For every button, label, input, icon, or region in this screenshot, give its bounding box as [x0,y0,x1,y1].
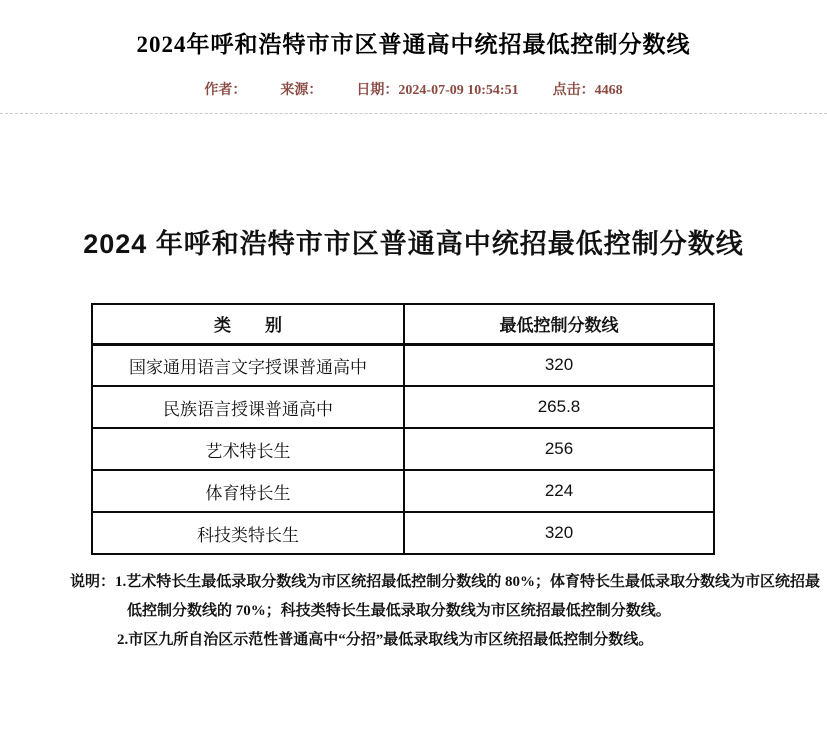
category-cell: 艺术特长生 [92,428,404,470]
notes-block [0,568,827,655]
score-cell: 256 [404,428,714,470]
table-header-score: 最低控制分数线 [404,304,714,344]
category-cell: 体育特长生 [92,470,404,512]
score-table-container [91,303,715,555]
category-cell: 民族语言授课普通高中 [92,386,404,428]
score-cell: 320 [404,344,714,386]
category-cell: 科技类特长生 [92,512,404,554]
score-table [91,303,715,555]
meta-author: 作者： [204,83,247,98]
category-cell: 国家通用语言文字授课普通高中 [92,344,404,386]
meta-date: 日期：2024-07-09 10:54:51 [356,83,519,98]
table-row [92,428,714,470]
table-header-row [92,304,714,344]
note-line: 低控制分数线的 70%；科技类特长生最低录取分数线为市区统招最低控制分数线。 [127,603,671,619]
note-line: 2.市区九所自治区示范性普通高中“分招”最低录取线为市区统招最低控制分数线。 [117,632,654,648]
score-cell: 320 [404,512,714,554]
score-cell: 265.8 [404,386,714,428]
dashed-divider [0,113,827,114]
meta-hits: 点击：4468 [552,83,623,98]
table-header-category: 类 别 [92,304,404,344]
meta-source: 来源： [280,83,323,98]
meta-row [0,82,827,100]
table-row [92,386,714,428]
score-cell: 224 [404,470,714,512]
table-row [92,512,714,554]
article-heading: 2024 年呼和浩特市市区普通高中统招最低控制分数线 [83,229,744,259]
page-title: 2024年呼和浩特市市区普通高中统招最低控制分数线 [136,32,691,57]
table-row [92,344,714,386]
note-line: 说明：1.艺术特长生最低录取分数线为市区统招最低控制分数线的 80%；体育特长生最低录取分数线为市区统招最 [70,574,821,590]
table-row [92,470,714,512]
